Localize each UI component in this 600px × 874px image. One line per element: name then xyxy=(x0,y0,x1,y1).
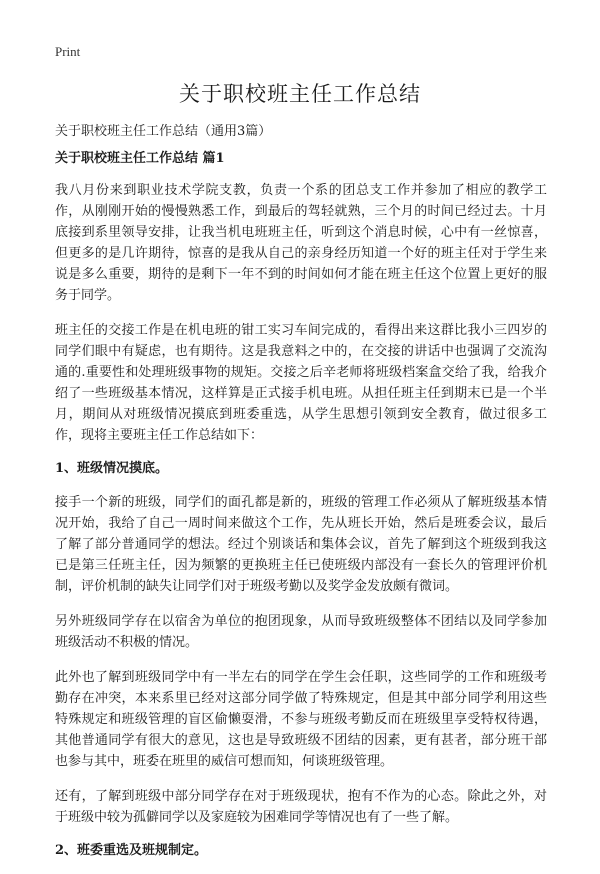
paragraph: 还有，了解到班级中部分同学存在对于班级现状，抱有不作为的心态。除此之外，对于班级中较为孤僻同学以及家庭较为困难同学等情况也有了一些了解。 xyxy=(55,789,547,825)
paragraph: 我八月份来到职业技术学院支教，负责一个系的团总支工作并参加了相应的教学工作，从刚刚开始的慢慢熟悉工作，到最后的驾轻就熟，三个月的时间已经过去。十月底接到系里领导安排，让我当机电班班主任，听到这个消息时候，心中有一丝惊喜，但更多的是几许期待，惊喜的是我从自己的亲身经历知道一个好的班主任对于学生来说是多么重要，期待的是剩下一年不到的时间如何才能在班主任这个位置上更好的服务于同学。 xyxy=(55,183,547,303)
paragraph: 此外也了解到班级同学中有一半左右的同学在学生会任职，这些同学的工作和班级考勤存在冲突，本来系里已经对这部分同学做了特殊规定，但是其中部分同学利用这些特殊规定和班级管理的盲区偷懒耍滑，不参与班级考勤反而在班级里享受特权待遇，其他普通同学有很大的意见，这也是导致班级不团结的因素，更有甚者，部分班干部也参与其中，班委在班里的威信可想而知，何谈班级管理。 xyxy=(55,670,547,769)
subheading: 1、班级情况摸底。 xyxy=(55,461,169,476)
subheading: 2、班委重选及班规制定。 xyxy=(55,843,208,858)
print-link[interactable]: Print xyxy=(55,44,81,59)
paragraph: 接手一个新的班级，同学们的面孔都是新的，班级的管理工作必须从了解班级基本情况开始，我给了自己一周时间来做这个工作，先从班长开始，然后是班委会议，最后了解了部分普通同学的想法。经过个别谈话和集体会议，首先了解到这个班级到我这已是第三任班主任，因为频繁的更换班主任已使班级内部没有一套长久的管理评价机制，评价机制的缺失让同学们对于班级考勤以及奖学金发放颇有微词。 xyxy=(55,495,547,594)
document-title: 关于职校班主任工作总结 xyxy=(179,82,421,106)
paragraph: 另外班级同学存在以宿舍为单位的抱团现象，从而导致班级整体不团结以及同学参加班级活动不积极的情况。 xyxy=(55,614,547,650)
section-heading: 关于职校班主任工作总结 篇1 xyxy=(55,151,225,166)
document-body xyxy=(55,150,547,874)
document-subtitle: 关于职校班主任工作总结（通用3篇） xyxy=(55,124,272,139)
paragraph: 班主任的交接工作是在机电班的钳工实习车间完成的，看得出来这群比我小三四岁的同学们眼中有疑虑，也有期待。这是我意料之中的，在交接的讲话中也强调了交流沟通的.重要性和处理班级事物的规矩。交接之后辛老师将班级档案盒交给了我，给我介绍了一些班级基本情况，这样算是正式接手机电班。从担任班主任到期末已是一个半月，期间从对班级情况摸底到班委重选，从学生思想引领到安全教育，做过很多工作，现将主要班主任工作总结如下： xyxy=(55,323,547,443)
